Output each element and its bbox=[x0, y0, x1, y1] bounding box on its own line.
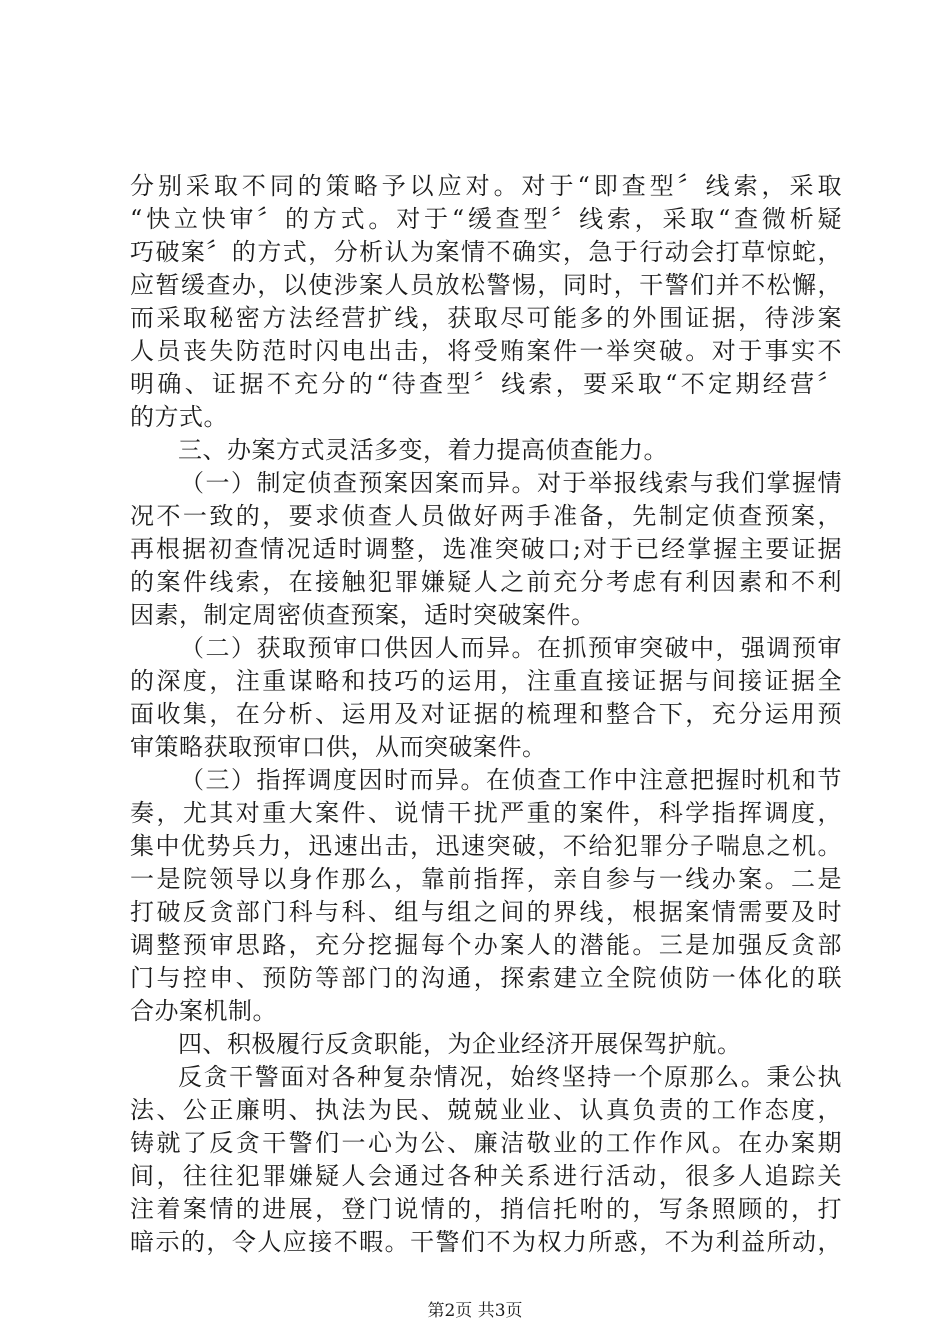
text-line: 铸就了反贪干警们一心为公、廉洁敬业的工作作风。在办案期 bbox=[130, 1129, 842, 1157]
text-line: 况不一致的，要求侦查人员做好两手准备，先制定侦查预案， bbox=[130, 502, 842, 530]
text-line: “快立快审〞的方式。对于“缓查型〞线索，采取“查微析疑 bbox=[130, 205, 842, 233]
text-line: 因素，制定周密侦查预案，适时突破案件。 bbox=[130, 601, 596, 629]
text-line: 的案件线索，在接触犯罪嫌疑人之前充分考虑有利因素和不利 bbox=[130, 568, 842, 596]
text-line: （三）指挥调度因时而异。在侦查工作中注意把握时机和节 bbox=[180, 766, 842, 794]
text-line: 注着案情的进展，登门说情的，捎信托咐的，写条照顾的，打 bbox=[130, 1195, 842, 1223]
text-line: 而采取秘密方法经营扩线，获取尽可能多的外围证据，待涉案 bbox=[130, 304, 842, 332]
text-line: 的方式。 bbox=[130, 403, 228, 431]
text-line: 法、公正廉明、执法为民、兢兢业业、认真负责的工作态度， bbox=[130, 1096, 842, 1124]
text-line: 再根据初查情况适时调整，选准突破口;对于已经掌握主要证据 bbox=[130, 535, 842, 563]
text-line: 反贪干警面对各种复杂情况，始终坚持一个原那么。秉公执 bbox=[178, 1063, 842, 1091]
body-text bbox=[130, 170, 842, 1259]
text-line: 合办案机制。 bbox=[130, 997, 277, 1025]
text-line: 奏，尤其对重大案件、说情干扰严重的案件，科学指挥调度， bbox=[130, 799, 842, 827]
text-line: 调整预审思路，充分挖掘每个办案人的潜能。三是加强反贪部 bbox=[130, 931, 842, 959]
text-line: （二）获取预审口供因人而异。在抓预审突破中，强调预审 bbox=[180, 634, 842, 662]
text-line: 暗示的，令人应接不暇。干警们不为权力所惑，不为利益所动， bbox=[130, 1228, 842, 1256]
text-line: 分别采取不同的策略予以应对。对于“即查型〞线索，采取 bbox=[130, 172, 842, 200]
section-heading: 四、积极履行反贪职能，为企业经济开展保驾护航。 bbox=[178, 1030, 742, 1058]
page-number-footer: 第2页 共3页 bbox=[427, 1301, 523, 1321]
text-line: 集中优势兵力，迅速出击，迅速突破，不给犯罪分子喘息之机。 bbox=[130, 832, 842, 860]
text-line: 间，往往犯罪嫌疑人会通过各种关系进行活动，很多人追踪关 bbox=[130, 1162, 842, 1190]
text-line: 一是院领导以身作那么，靠前指挥，亲自参与一线办案。二是 bbox=[130, 865, 842, 893]
text-line: 应暂缓查办，以使涉案人员放松警惕，同时，干警们并不松懈， bbox=[130, 271, 842, 299]
text-line: （一）制定侦查预案因案而异。对于举报线索与我们掌握情 bbox=[180, 469, 842, 497]
text-line: 面收集，在分析、运用及对证据的梳理和整合下，充分运用预 bbox=[130, 700, 842, 728]
text-line: 的深度，注重谋略和技巧的运用，注重直接证据与间接证据全 bbox=[130, 667, 842, 695]
text-line: 巧破案〞的方式，分析认为案情不确实，急于行动会打草惊蛇， bbox=[130, 238, 842, 266]
text-line: 打破反贪部门科与科、组与组之间的界线，根据案情需要及时 bbox=[130, 898, 842, 926]
text-line: 明确、证据不充分的“待查型〞线索，要采取“不定期经营〞 bbox=[130, 370, 842, 398]
text-line: 门与控申、预防等部门的沟通，探索建立全院侦防一体化的联 bbox=[130, 964, 842, 992]
text-line: 审策略获取预审口供，从而突破案件。 bbox=[130, 733, 547, 761]
section-heading: 三、办案方式灵活多变，着力提高侦查能力。 bbox=[178, 436, 668, 464]
text-line: 人员丧失防范时闪电出击，将受贿案件一举突破。对于事实不 bbox=[130, 337, 842, 365]
